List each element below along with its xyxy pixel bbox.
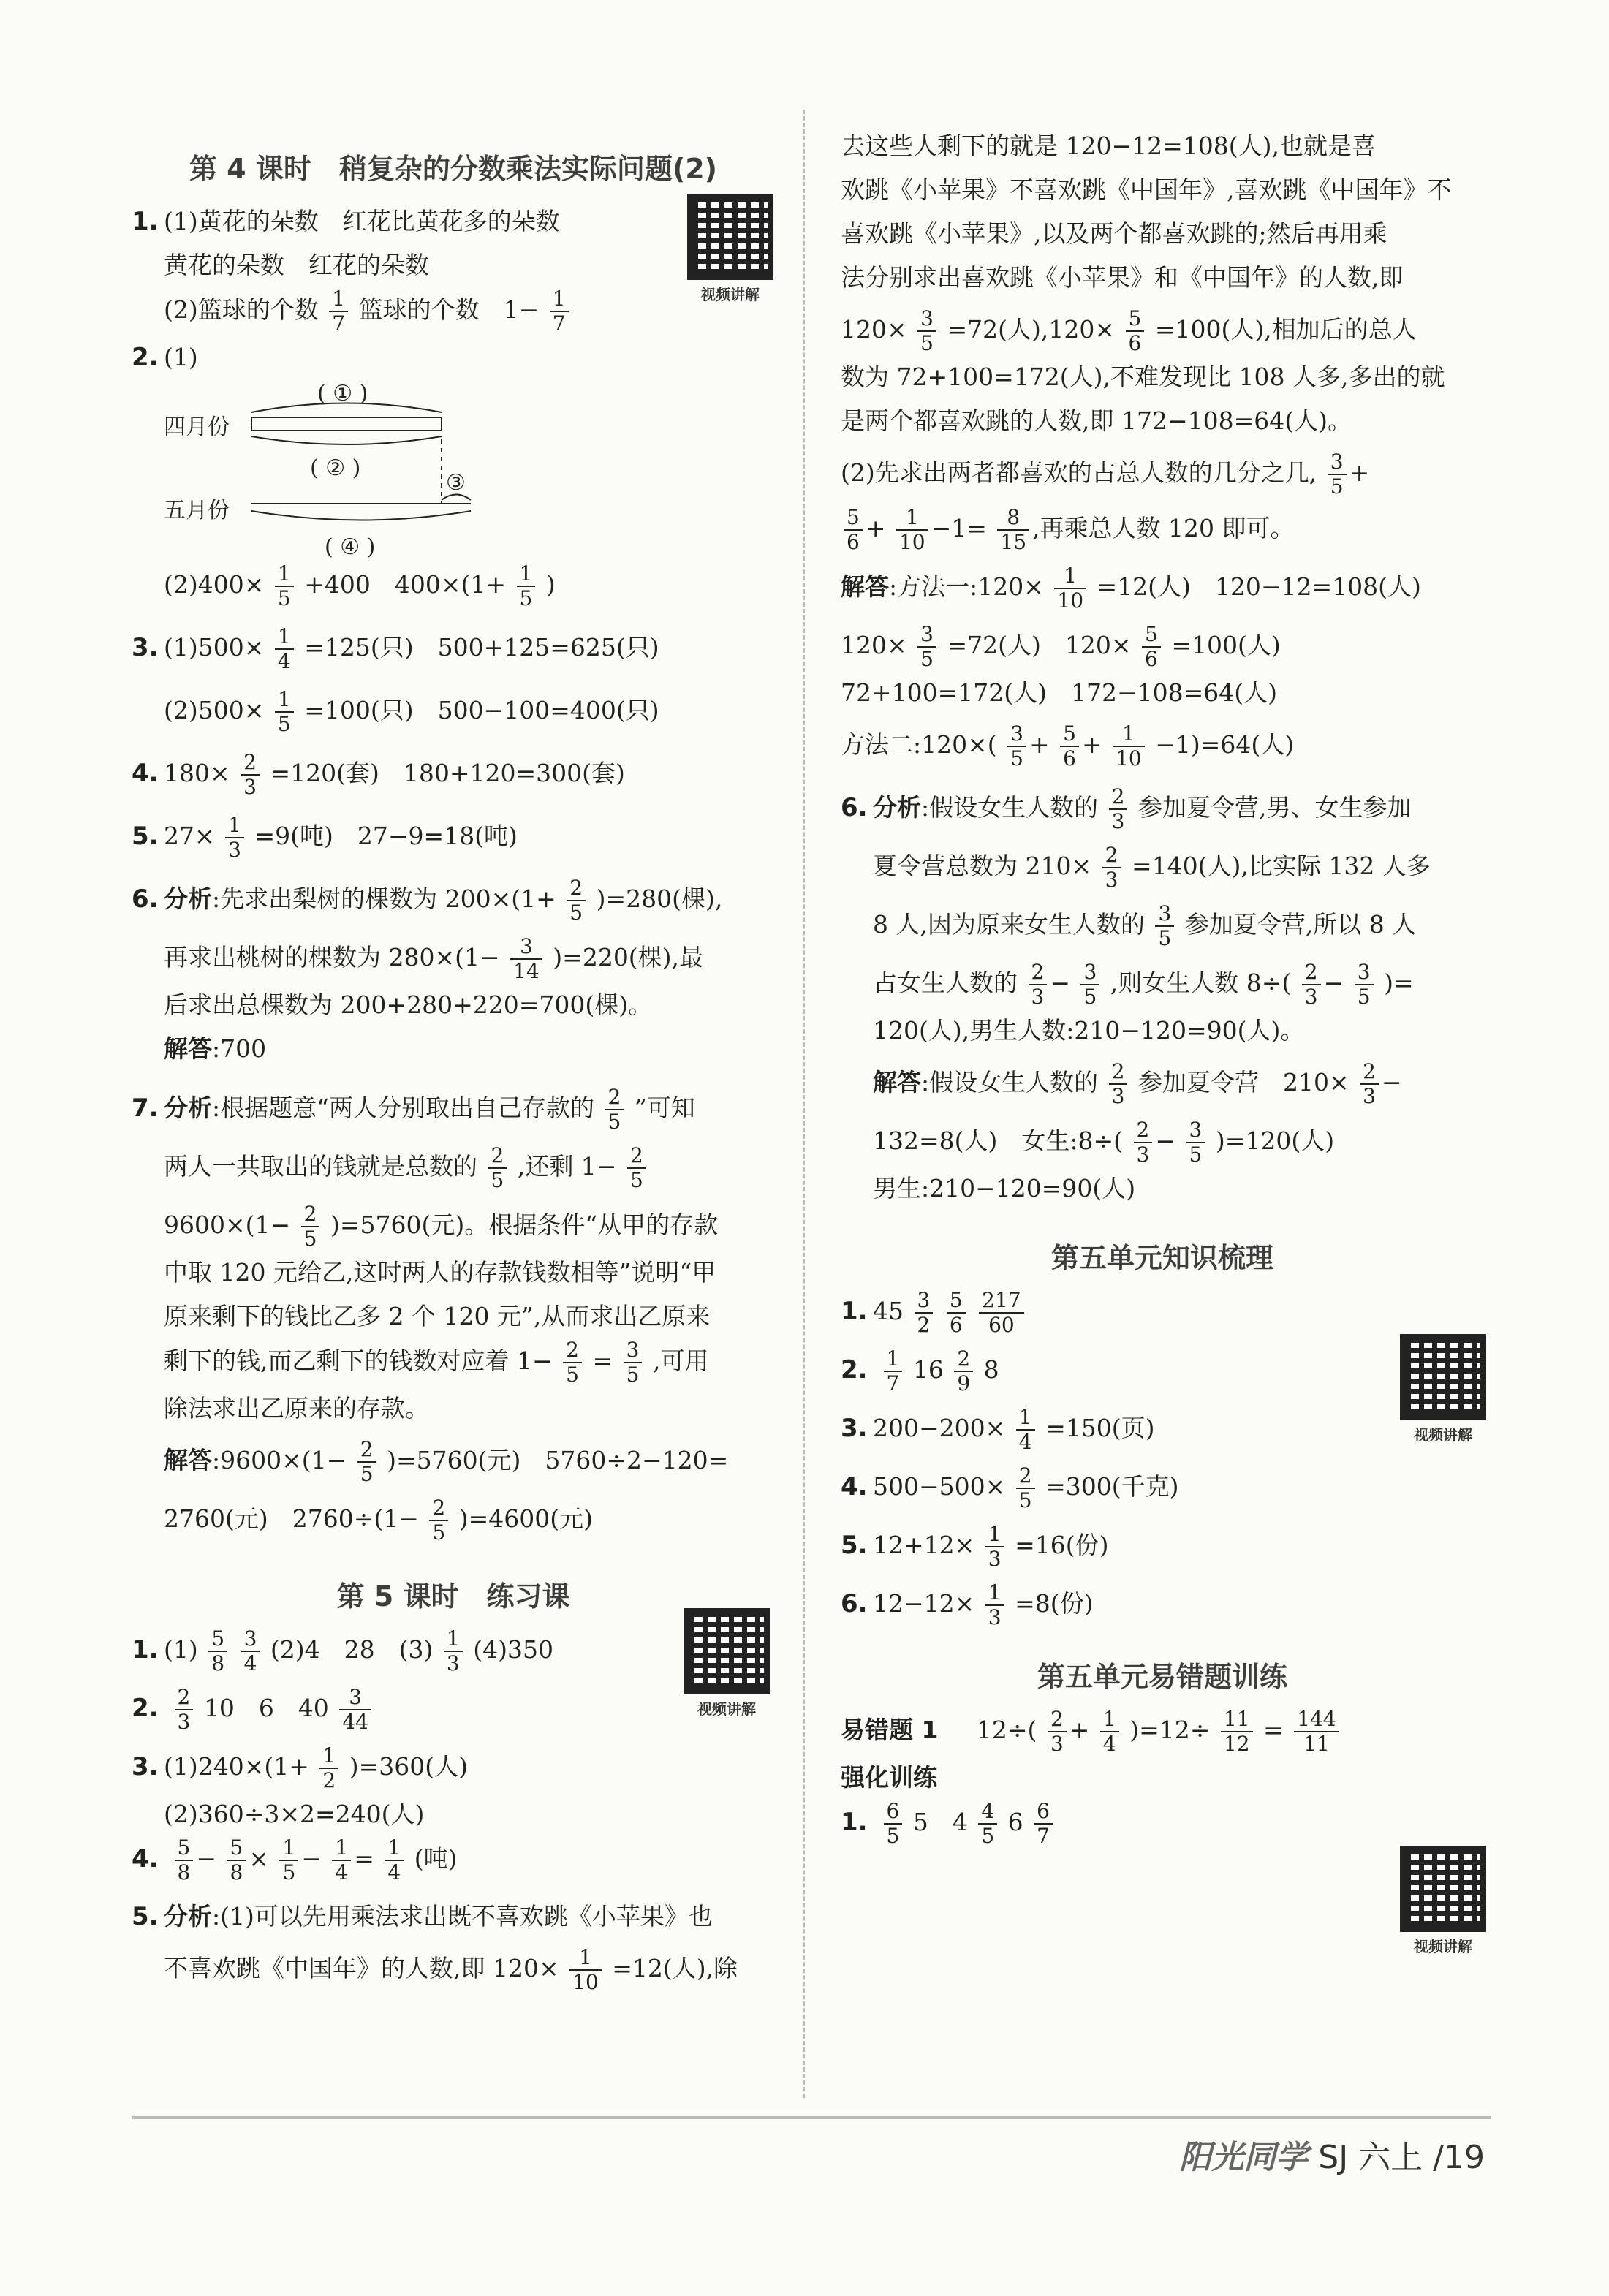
exercise-4: 4. $\frac{5}{8}$ − $\frac{5}{8}$ × $\frac{1}{5}$ − $\frac{1}{4}$ = $\frac{1}{4}$ (吨) <box>132 1835 458 1884</box>
lesson4-title: 第 4 课时 稍复杂的分数乘法实际问题(2) <box>189 153 718 185</box>
question-6-right: 6. 分析:假设女生人数的 $\frac{2}{3}$ 参加夏令营,男、女生参加 夏令营总数为 210× $\frac{2}{3}$ =140(人),比实际 132 人多 8 人,因为原来女生人数的 $\frac{3}{5}$ 参加夏令营,所以 8 人 占女生人数的 $\frac{2}{3}$ − $\frac{3}{5}$ ,则女生人数 8÷( $\frac{2}{3}$ − $\frac{3}{5}$ )= 120(人),男生人数:210−120=90(人)。 解答:假设女生人数的 $\frac{2}{3}$ 参加夏令营 210× $\frac{2}{3}$ − 132=8(人) 女生:8÷( $\frac{2}{3}$ − $\frac{3}{5}$ )=120(人) 男生:210−120=90(人) <box>841 784 1431 1202</box>
strengthen-1: 1. $\frac{6}{5}$ 5 4 $\frac{4}{5}$ 6 $\frac{6}{7}$ <box>841 1800 1484 1848</box>
qr-code-lesson4[interactable]: 视频讲解 <box>687 194 773 304</box>
unit5-summary-title: 第五单元知识梳理 <box>1050 1242 1273 1274</box>
qr-code-unit5-errors[interactable]: 视频讲解 <box>1400 1846 1486 1956</box>
footer-rule <box>132 2116 1491 2119</box>
question-5: 5. 27× $\frac{1}{3}$ =9(吨) 27−9=18(吨) <box>132 813 518 862</box>
qr-code-unit5-summary[interactable]: 视频讲解 <box>1400 1334 1486 1444</box>
exercise-1: 1. (1) $\frac{5}{8}$ $\frac{3}{4}$ (2)4 28 (3) $\frac{1}{3}$ (4)350 <box>132 1626 553 1675</box>
column-divider <box>803 110 805 2098</box>
summary-3: 3. 200−200× $\frac{1}{4}$ =150(页) <box>841 1405 1155 1454</box>
exercise-5: 5. 分析:(1)可以先用乘法求出既不喜欢跳《小苹果》也 不喜欢跳《中国年》的人数,即 120× $\frac{1}{10}$ =12(人),除 <box>132 1902 738 1994</box>
lesson5-title: 第 5 课时 练习课 <box>336 1580 570 1613</box>
summary-1: 1. 45 $\frac{3}{2}$ $\frac{5}{6}$ $\frac{217}{60}$ <box>841 1289 1484 1337</box>
summary-4: 4. 500−500× $\frac{2}{5}$ =300(千克) <box>841 1463 1179 1512</box>
exercise-3: 3. (1)240×(1+ $\frac{1}{2}$ )=360(人) (2)360÷3×2=240(人) <box>132 1743 468 1828</box>
strengthen-title: 强化训练 <box>841 1763 937 1792</box>
qr-code-lesson5[interactable]: 视频讲解 <box>684 1608 770 1719</box>
question-7: 7. 分析:根据题意“两人分别取出自己存款的 $\frac{2}{5}$ ”可知 两人一共取出的钱就是总数的 $\frac{2}{5}$ ,还剩 1− $\frac{2}{5}$ 9600×(1− $\frac{2}{5}$ )=5760(元)。根据条件“从甲的存款 中取 120 元给乙,这时两人的存款钱数相等”说明“甲 原来剩下的钱比乙多 2 个 120 元”,从而求出乙原来 剩下的钱,而乙剩下的钱数对应着 1− $\frac{2}{5}$ = $\frac{3}{5}$ ,可用 除法求出乙原来的存款。 解答:9600×(1− $\frac{2}{5}$ )=5760(元) 5760÷2−120= 2760(元) 2760÷(1− $\frac{2}{5}$ )=4600(元) <box>132 1085 729 1545</box>
unit5-errors-title: 第五单元易错题训练 <box>1037 1661 1287 1693</box>
summary-6: 6. 12−12× $\frac{1}{3}$ =8(份) <box>841 1580 1094 1629</box>
exercise-2: 2. $\frac{2}{3}$ 10 6 40 $\frac{3}{44}$ <box>132 1686 775 1734</box>
qr-code-icon <box>684 1608 770 1694</box>
qr-code-icon <box>1400 1846 1486 1932</box>
question-4: 4. 180× $\frac{2}{3}$ =120(套) 180+120=300(套) <box>132 750 625 799</box>
question-3: 3. (1)500× $\frac{1}{4}$ =125(只) 500+125=625(只) (2)500× $\frac{1}{5}$ =100(只) 500−100=400(只) <box>132 624 659 736</box>
left-column <box>132 117 775 1994</box>
summary-2: 2. $\frac{1}{7}$ 16 $\frac{2}{9}$ 8 <box>841 1346 999 1395</box>
summary-5: 5. 12+12× $\frac{1}{3}$ =16(份) <box>841 1522 1109 1571</box>
question-6: 6. 分析:先求出梨树的棵数为 200×(1+ $\frac{2}{5}$ )=280(棵), 再求出桃树的棵数为 280×(1− $\frac{3}{14}$ )=220(棵),最 后求出总棵数为 200+280+220=700(棵)。 解答:700 <box>132 876 723 1063</box>
question-2: 2. (1) 四月份 五月份 ( ① ) ( ② ) ③ ( ④ ) (2)400× $\frac{1}{5}$ +400 400×(1+ $\frac{1}{5}$ ) <box>132 336 775 610</box>
continuation-analysis: 去这些人剩下的就是 120−12=108(人),也就是喜 欢跳《小苹果》不喜欢跳《中国年》,喜欢跳《中国年》不 喜欢跳《小苹果》,以及两个都喜欢跳的;然后再用乘 法分别求出喜欢跳《小苹果》和《中国年》的人数,即 120× $\frac{3}{5}$ =72(人),120× $\frac{5}{6}$ =100(人),相加后的总人 数为 72+100=172(人),不难发现比 108 人多,多出的就 是两个都喜欢跳的人数,即 172−108=64(人)。 (2)先求出两者都喜欢的占总人数的几分之几, $\frac{3}{5}$ + $\frac{5}{6}$ + $\frac{1}{10}$ −1= $\frac{8}{15}$ ,再乘总人数 120 即可。 解答:方法一:120× $\frac{1}{10}$ =12(人) 120−12=108(人) 120× $\frac{3}{5}$ =72(人) 120× $\frac{5}{6}$ =100(人) 72+100=172(人) 172−108=64(人) 方法二:120×( $\frac{3}{5}$ + $\frac{5}{6}$ + $\frac{1}{10}$ −1)=64(人) <box>841 132 1452 770</box>
question-1: 1. (1)黄花的朵数 红花比黄花多的朵数 黄花的朵数 红花的朵数 (2)篮球的个数 $\frac{1}{7}$ 篮球的个数 1− $\frac{1}{7}$ <box>132 200 775 336</box>
page-footer <box>1179 2131 1485 2178</box>
qr-code-icon <box>1400 1334 1486 1420</box>
error-question-1: 易错题 1 12÷( $\frac{2}{3}$ + $\frac{1}{4}$ )=12÷ $\frac{11}{12}$ = $\frac{144}{11}$ <box>841 1708 1484 1756</box>
right-column <box>841 124 1484 1848</box>
page-number: SJ 六上 /19 <box>1318 2139 1485 2176</box>
line-segment-diagram: 四月份 五月份 ( ① ) ( ② ) ③ ( ④ ) <box>164 379 775 562</box>
qr-code-icon <box>687 194 773 280</box>
brand-logo: 阳光同学 <box>1179 2139 1309 2176</box>
